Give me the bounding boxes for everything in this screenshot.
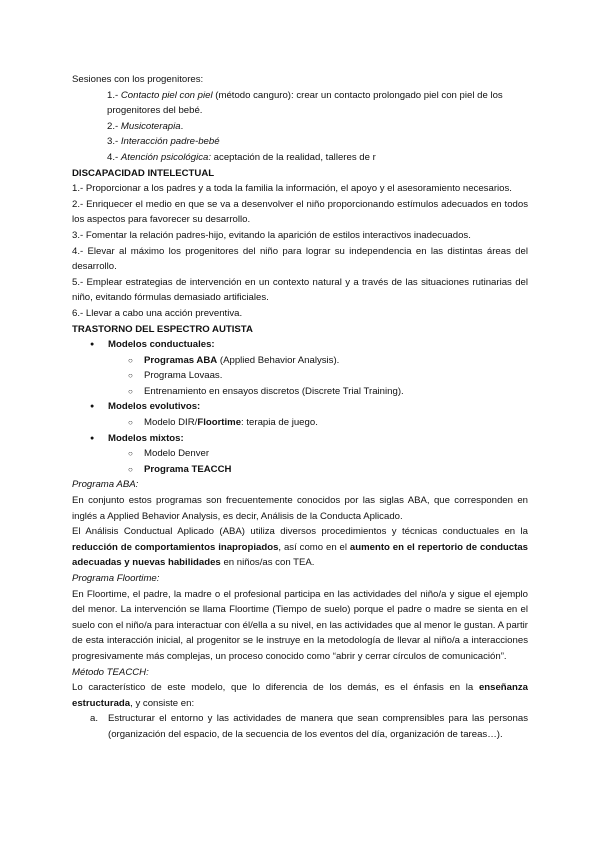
intellectual-item-5: 5.- Emplear estrategias de intervención en un contexto natural y a través de las situaciones rutinarias del niño, evitando fórmulas demasiado artificiales. — [72, 276, 528, 304]
intellectual-item-6: 6.- Llevar a cabo una acción preventiva. — [72, 307, 243, 319]
bold-run: enseñanza estructurada — [72, 682, 528, 709]
floortime-title: Programa Floortime: — [72, 573, 160, 584]
teacch-paragraph — [72, 680, 528, 711]
item-number: 1.- — [107, 89, 119, 101]
item-number: 2.- — [107, 120, 119, 132]
intellectual-heading: DISCAPACIDAD INTELECTUAL — [72, 167, 215, 179]
item-italic: Interacción padre-bebé — [120, 136, 220, 148]
bullet-conductual: ● Modelos conductuales: — [72, 337, 528, 353]
item-italic: Musicoterapia — [120, 120, 181, 132]
bullet-dir — [72, 415, 528, 431]
item-marker: a. — [90, 713, 99, 725]
sessions-item-1 — [72, 88, 528, 119]
aba-paragraph-1: En conjunto estos programas son frecuentemente conocidos por las siglas ABA, que corresponden en inglés a Applied Behavior Analysis, es decir, Análisis de la Conducta Aplicado. — [72, 495, 528, 522]
bullet-mixtos: ● Modelos mixtos: — [72, 431, 528, 447]
sessions-item-2 — [72, 119, 528, 135]
teacch-item-a — [72, 711, 528, 742]
intellectual-item-1: 1.- Proporcionar a los padres y a toda la familia la información, el apoyo y el asesoramiento necesarios. — [72, 183, 512, 195]
dir-pre: Modelo DIR/ — [144, 417, 198, 429]
text-run: Lo característico de este modelo, que lo diferencia de los demás, es el énfasis en la — [72, 682, 479, 694]
autism-models-list — [72, 337, 528, 477]
intellectual-item-4: 4.- Elevar al máximo los progenitores del niño para lograr su independencia en las distintas áreas del desarrollo. — [72, 245, 528, 273]
text-run: El Análisis Conductual Aplicado (ABA) utiliza diversos procedimientos y técnicas conductuales en la — [72, 526, 528, 538]
dir-rest: : terapia de juego. — [241, 417, 318, 429]
floortime-paragraph: En Floortime, el padre, la madre o el profesional participa en las actividades del niño/a y sigue el ejemplo del menor. La intervención se llama Floortime (Tiempo de suelo) porque el padre o madre se sienta en el suelo con el niño/a para interactuar con él/ella a su nivel, en las actividades que al menor le gustan. A partir de esta interacción inicial, al progenitor se le instruye en la metodología de llevar al niño/a a interacciones progresivamente más complejas, un proceso conocido como “abrir y cerrar círculos de comunicación”. — [72, 588, 528, 662]
bullet-teacch: ○ Programa TEACCH — [72, 462, 528, 478]
text-run: , así como en el — [278, 541, 350, 553]
bullet-evolutivos: ● Modelos evolutivos: — [72, 399, 528, 415]
dir-bold: Floortime — [197, 417, 242, 429]
bullet-denver: ○ Modelo Denver — [72, 446, 528, 462]
text-run: en niños/as con TEA. — [220, 557, 315, 569]
item-text: . — [180, 120, 184, 132]
sessions-item-4 — [72, 150, 528, 166]
aba-title: Programa ABA: — [72, 479, 139, 491]
autism-heading: TRASTORNO DEL ESPECTRO AUTISTA — [72, 323, 253, 335]
teacch-title: Método TEACCH: — [72, 666, 149, 678]
text-run: , y consiste en: — [130, 697, 195, 709]
bullet-ensayos: ○ Entrenamiento en ensayos discretos (Discrete Trial Training). — [72, 384, 528, 400]
bullet-lovaas: ○ Programa Lovaas. — [72, 368, 528, 384]
intellectual-item-3: 3.- Fomentar la relación padres-hijo, evitando la aparición de estilos interactivos inadecuados. — [72, 229, 471, 241]
aba-rest: (Applied Behavior Analysis). — [217, 354, 340, 366]
bullet-aba — [72, 353, 528, 369]
item-number: 4.- — [107, 151, 119, 163]
item-number: 3.- — [107, 136, 119, 148]
intellectual-item-2: 2.- Enriquecer el medio en que se va a desenvolver el niño proporcionando estímulos adecuados en todos los aspectos para favorecer su desarrollo. — [72, 198, 528, 226]
bold-run: aumento en el repertorio de conductas adecuadas y nuevas habilidades — [72, 541, 528, 569]
sessions-item-3 — [72, 134, 528, 150]
item-text: aceptación de la realidad, talleres de r — [211, 151, 376, 163]
item-italic: Contacto piel con piel — [120, 89, 213, 101]
aba-bold: Programas ABA — [144, 354, 218, 366]
sessions-title: Sesiones con los progenitores: — [72, 74, 204, 85]
aba-paragraph-2 — [72, 524, 528, 571]
item-text: Estructurar el entorno y las actividades de manera que sean comprensibles para las personas (organización del espacio, de la secuencia de los eventos del día, organización de tareas…). — [108, 713, 528, 740]
item-italic: Atención psicológica: — [120, 151, 212, 163]
bold-run: reducción de comportamientos inapropiados — [72, 541, 279, 553]
item-text: (método canguro): crear un contacto prolongado piel con piel de los progenitores del bebé. — [107, 89, 503, 117]
